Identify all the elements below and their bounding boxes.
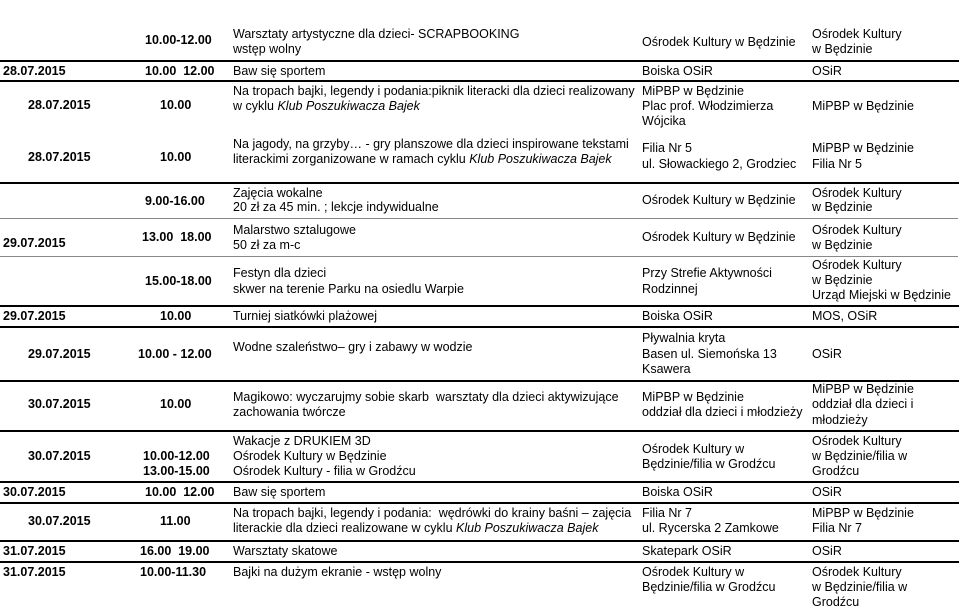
event-place: Przy Strefie Aktywności — [642, 266, 772, 280]
event-title: Na jagody, na grzyby… - gry planszowe dla dzieci inspirowane tekstami — [233, 137, 629, 151]
event-place: ul. Słowackiego 2, Grodziec — [642, 157, 797, 171]
event-organizer: MiPBP w Będzinie — [812, 506, 914, 520]
row-divider — [0, 80, 959, 82]
event-date: 29.07.2015 — [3, 236, 66, 250]
event-date: 30.07.2015 — [28, 449, 91, 463]
event-date: 29.07.2015 — [3, 309, 66, 323]
event-time: 13.00 18.00 — [142, 230, 212, 244]
event-organizer: OSiR — [812, 544, 842, 558]
event-date: 29.07.2015 — [28, 347, 91, 361]
event-title-cont: literackimi zorganizowane w ramach cyklu Klub Poszukiwacza Bajek — [233, 152, 612, 166]
event-title: Baw się sportem — [233, 485, 326, 499]
event-organizer: Ośrodek Kultury — [812, 258, 902, 272]
event-organizer: Ośrodek Kultury — [812, 186, 902, 200]
event-place: Pływalnia kryta — [642, 331, 726, 345]
event-place: Basen ul. Siemońska 13 — [642, 347, 777, 361]
event-date: 28.07.2015 — [28, 150, 91, 164]
event-place: Plac prof. Włodzimierza — [642, 99, 774, 113]
event-date: 28.07.2015 — [28, 98, 91, 112]
row-divider — [0, 502, 959, 504]
event-organizer: MiPBP w Będzinie — [812, 141, 914, 155]
event-place: ul. Rycerska 2 Zamkowe — [642, 521, 779, 535]
event-title: Festyn dla dzieci — [233, 266, 327, 280]
event-organizer: młodzieży — [812, 413, 868, 427]
event-time: 10.00 12.00 — [145, 485, 215, 499]
event-time: 10.00-12.00 — [145, 33, 212, 47]
event-place: Będzinie/filia w Grodźcu — [642, 457, 776, 471]
event-time: 15.00-18.00 — [145, 274, 212, 288]
event-place: Boiska OSiR — [642, 309, 713, 323]
event-organizer: w Będzinie — [812, 273, 873, 287]
event-organizer: Filia Nr 5 — [812, 157, 863, 171]
row-divider — [0, 430, 959, 432]
event-place: Filia Nr 5 — [642, 141, 693, 155]
event-place: Filia Nr 7 — [642, 506, 693, 520]
row-divider — [0, 218, 958, 219]
row-divider — [0, 561, 959, 563]
event-title: Na tropach bajki, legendy i podania:piknik literacki dla dzieci realizowany — [233, 84, 635, 98]
event-place: oddział dla dzieci i młodzieży — [642, 405, 803, 419]
event-time: 10.00 — [160, 397, 192, 411]
event-time: 11.00 — [160, 514, 191, 528]
event-title: Malarstwo sztalugowe — [233, 223, 356, 237]
event-place: Ksawera — [642, 362, 691, 376]
event-organizer: OSiR — [812, 64, 842, 78]
event-place: Boiska OSiR — [642, 485, 713, 499]
event-note: 20 zł za 45 min. ; lekcje indywidualne — [233, 200, 439, 214]
event-note: wstęp wolny — [233, 42, 302, 56]
event-place: Ośrodek Kultury w — [642, 442, 745, 456]
row-divider — [0, 481, 959, 483]
event-place: Boiska OSiR — [642, 64, 713, 78]
event-title: Turniej siatkówki plażowej — [233, 309, 378, 323]
event-organizer: Ośrodek Kultury — [812, 223, 902, 237]
row-divider — [0, 305, 959, 307]
row-divider — [0, 182, 959, 184]
row-divider — [0, 326, 959, 328]
event-organizer: Grodźcu — [812, 464, 860, 478]
event-place: Wójcika — [642, 114, 686, 128]
event-organizer: Urząd Miejski w Będzinie — [812, 288, 951, 302]
event-place: MiPBP w Będzinie — [642, 84, 744, 98]
event-note: Ośrodek Kultury - filia w Grodźcu — [233, 464, 416, 478]
event-time: 10.00 - 12.00 — [138, 347, 212, 361]
event-organizer: w Będzinie — [812, 42, 873, 56]
event-organizer: Ośrodek Kultury — [812, 434, 902, 448]
event-organizer: MOS, OSiR — [812, 309, 878, 323]
event-organizer: Ośrodek Kultury — [812, 565, 902, 579]
event-note: skwer na terenie Parku na osiedlu Warpie — [233, 282, 464, 296]
event-place: Ośrodek Kultury w Będzinie — [642, 230, 796, 244]
event-time: 9.00-16.00 — [145, 194, 205, 208]
event-time: 10.00-12.00 — [143, 449, 210, 463]
event-organizer: w Będzinie — [812, 238, 873, 252]
event-note: Ośrodek Kultury w Będzinie — [233, 449, 387, 463]
event-date: 31.07.2015 — [3, 544, 66, 558]
event-organizer: MiPBP w Będzinie — [812, 99, 914, 113]
event-place: Skatepark OSiR — [642, 544, 732, 558]
event-note: 50 zł za m-c — [233, 238, 301, 252]
event-organizer: OSiR — [812, 347, 842, 361]
event-title-cont: w cyklu Klub Poszukiwacza Bajek — [233, 99, 420, 113]
event-organizer: Filia Nr 7 — [812, 521, 863, 535]
event-title: Wodne szaleństwo– gry i zabawy w wodzie — [233, 340, 473, 354]
event-organizer: w Będzinie — [812, 200, 873, 214]
row-divider — [0, 256, 958, 257]
event-organizer: w Będzinie/filia w — [812, 449, 908, 463]
event-place: Ośrodek Kultury w Będzinie — [642, 35, 796, 49]
event-organizer: MiPBP w Będzinie — [812, 382, 914, 396]
event-organizer: Grodźcu — [812, 595, 860, 609]
event-title: Bajki na dużym ekranie - wstęp wolny — [233, 565, 442, 579]
event-time: 10.00 — [160, 150, 192, 164]
event-title: Wakacje z DRUKIEM 3D — [233, 434, 371, 448]
event-date: 28.07.2015 — [3, 64, 66, 78]
row-divider — [0, 60, 959, 62]
event-organizer: w Będzinie/filia w — [812, 580, 908, 594]
event-organizer: oddział dla dzieci i — [812, 397, 914, 411]
event-date: 31.07.2015 — [3, 565, 66, 579]
event-title: Baw się sportem — [233, 64, 326, 78]
event-title: Magikowo: wyczarujmy sobie skarb warsztaty dla dzieci aktywizujące — [233, 390, 619, 404]
event-title: Warsztaty artystyczne dla dzieci- SCRAPBOOKING — [233, 27, 520, 41]
event-time: 10.00 12.00 — [145, 64, 215, 78]
event-time: 10.00 — [160, 98, 192, 112]
event-place: Ośrodek Kultury w — [642, 565, 745, 579]
event-place: Rodzinnej — [642, 282, 698, 296]
event-place: Ośrodek Kultury w Będzinie — [642, 193, 796, 207]
event-time: 10.00-11.30 — [140, 565, 207, 579]
event-date: 30.07.2015 — [28, 397, 91, 411]
row-divider — [0, 540, 959, 542]
event-title: Zajęcia wokalne — [233, 186, 323, 200]
event-title: Na tropach bajki, legendy i podania: wędrówki do krainy baśni – zajęcia — [233, 506, 632, 520]
event-organizer: Ośrodek Kultury — [812, 27, 902, 41]
event-title: Warsztaty skatowe — [233, 544, 338, 558]
event-title-cont: literackie dla dzieci realizowane w cyklu Klub Poszukiwacza Bajek — [233, 521, 599, 535]
event-date: 30.07.2015 — [28, 514, 91, 528]
event-place: MiPBP w Będzinie — [642, 390, 744, 404]
event-organizer: OSiR — [812, 485, 842, 499]
event-date: 30.07.2015 — [3, 485, 66, 499]
event-time: 10.00 — [160, 309, 192, 323]
event-title-cont: zachowania twórcze — [233, 405, 346, 419]
event-time: 16.00 19.00 — [140, 544, 210, 558]
event-time: 13.00-15.00 — [143, 464, 210, 478]
event-place: Będzinie/filia w Grodźcu — [642, 580, 776, 594]
